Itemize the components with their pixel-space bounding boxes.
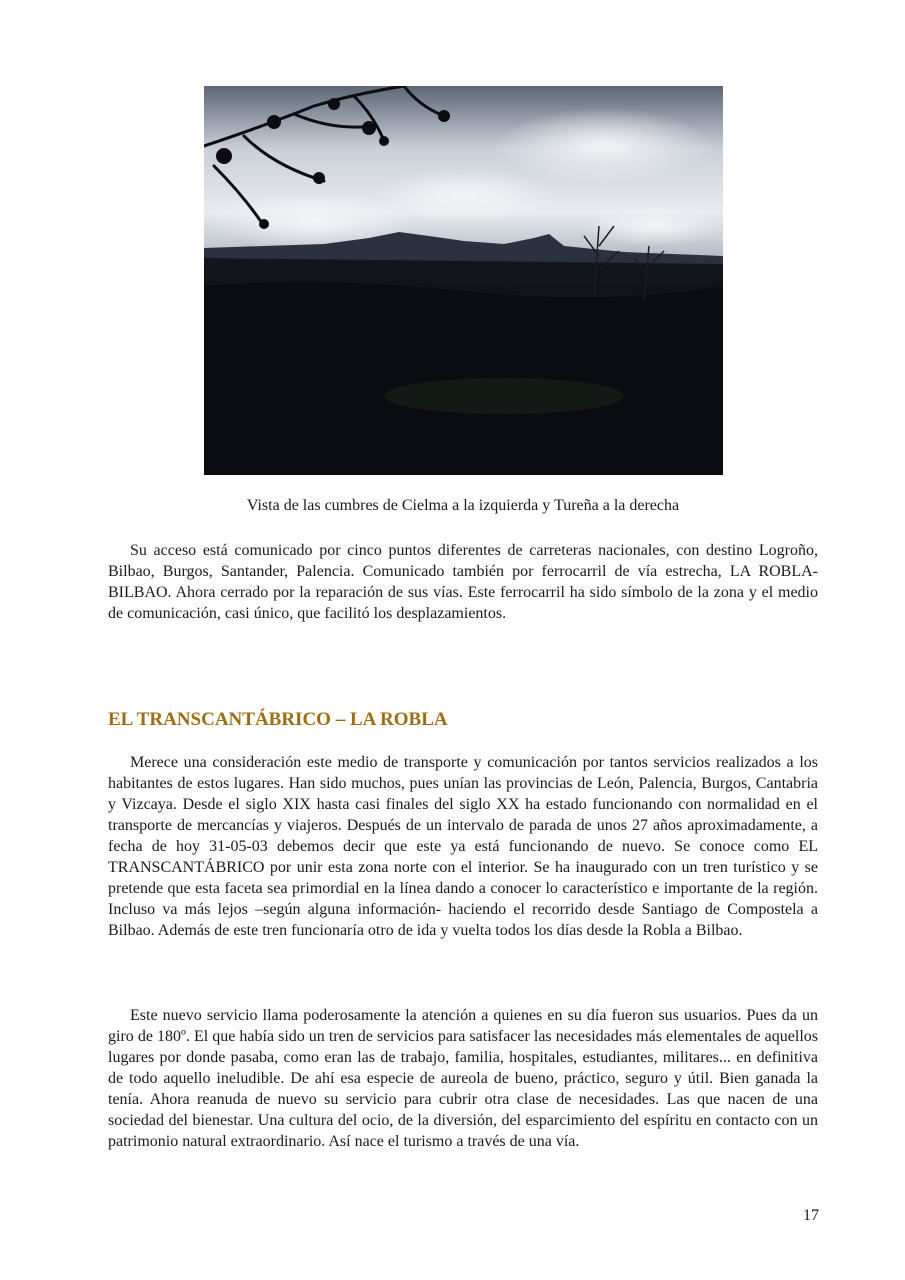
intro-paragraph: Su acceso está comunicado por cinco puntos diferentes de carreteras nacionales, con destino Logroño, Bilbao, Burgos, Santander, Palencia. Comunicado también por ferrocarril de vía estrecha, LA ROBLA-BILBAO. Ahora cerrado por la reparación de sus vías. Este ferrocarril ha sido símbolo de la zona y el medio de comunicación, casi único, que facilitó los desplazamientos. [108, 542, 818, 622]
section-heading: EL TRANSCANTÁBRICO – LA ROBLA [108, 709, 448, 730]
section-paragraph-2: Este nuevo servicio llama poderosamente la atención a quienes en su día fueron sus usuarios. Pues da un giro de 180º. El que había sido un tren de servicios para satisfacer las necesidades más elementales de aquellos lugares por donde pasaba, como eran las de trabajo, familia, hospitales, estudiantes, militares... en definitiva de todo aquello ineludible. De ahí esa especie de aureola de bueno, práctico, seguro y útil. Bien ganada la tenía. Ahora reanuda de nuevo su servicio para cubrir otra clase de necesidades. Las que nacen de una sociedad del bienestar. Una cultura del ocio, de la diversión, del esparcimiento del espíritu en contacto con un patrimonio natural extraordinario. Así nace el turismo a través de una vía. [108, 1007, 818, 1150]
figure-caption: Vista de las cumbres de Cielma a la izquierda y Tureña a la derecha [246, 497, 680, 514]
page-number: 17 [803, 1207, 819, 1224]
section-paragraph-1: Merece una consideración este medio de transporte y comunicación por tantos servicios realizados a los habitantes de estos lugares. Han sido muchos, pues unían las provincias de León, Palencia, Burgos, Cantabria y Vizcaya. Desde el siglo XIX hasta casi finales del siglo XX ha estado funcionando con normalidad en el transporte de mercancías y viajeros. Después de un intervalo de parada de unos 27 años aproximadamente, a fecha de hoy 31-05-03 debemos decir que este ya está funcionando de nuevo. Se conoce como EL TRANSCANTÁBRICO por unir esta zona norte con el interior. Se ha inaugurado con un tren turístico y se pretende que esta faceta sea primordial en la línea dando a conocer lo característico e importante de la región. Incluso va más lejos –según alguna información- haciendo el recorrido desde Santiago de Compostela a Bilbao. Además de este tren funcionaría otro de ida y vuelta todos los días desde la Robla a Bilbao. [108, 754, 818, 939]
landscape-photo-mountains-icon [204, 86, 723, 475]
landscape-photo [204, 86, 723, 475]
